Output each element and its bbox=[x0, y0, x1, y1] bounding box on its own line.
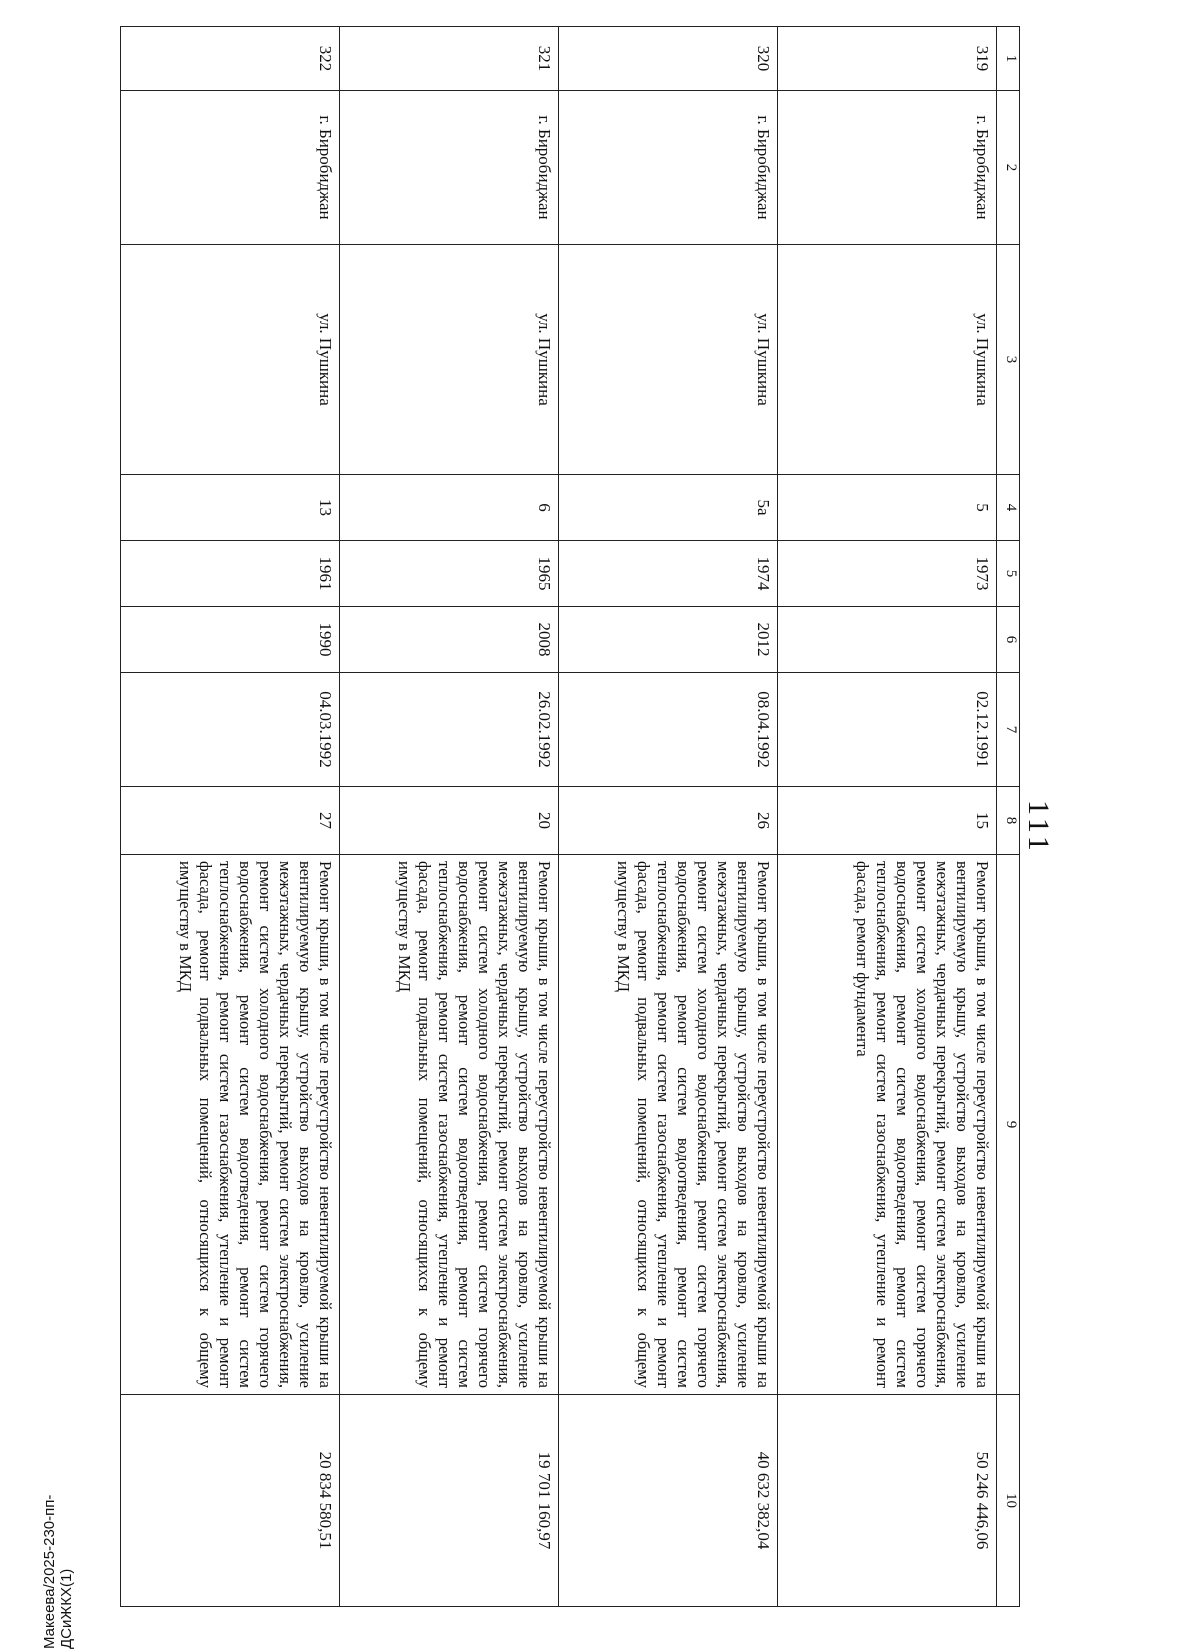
column-header: 4 bbox=[997, 475, 1020, 541]
row-number: 321 bbox=[340, 27, 559, 91]
street-cell: ул. Пушкина bbox=[778, 245, 997, 475]
works-description-cell: Ремонт крыши, в том числе переустройство невентилируемой крыши на вентилируемую крышу, устройство выходов на кровлю, усиление межэтажных, чердачных перекрытий, ремонт систем электроснабжения, ремонт систем холодного водоснабжения, ремонт систем горячего водоснабжения, ремонт систем водоотведения, ремонт систем теплоснабжения, ремонт систем газоснабжения, утепление и ремонт фасада, ремонт подвальных помещений, относящихся к общему имуществу в МКД bbox=[121, 855, 340, 1395]
works-description-cell: Ремонт крыши, в том числе переустройство невентилируемой крыши на вентилируемую крышу, устройство выходов на кровлю, усиление межэтажных, чердачных перекрытий, ремонт систем электроснабжения, ремонт систем холодного водоснабжения, ремонт систем горячего водоснабжения, ремонт систем водоотведения, ремонт систем теплоснабжения, ремонт систем газоснабжения, утепление и ремонт фасада, ремонт подвальных помещений, относящихся к общему имуществу в МКД bbox=[340, 855, 559, 1395]
year-built-cell: 1973 bbox=[778, 541, 997, 607]
cost-cell: 50 246 446,06 bbox=[778, 1395, 997, 1607]
year-repair-cell: 2012 bbox=[559, 607, 778, 673]
privatization-date-cell: 04.03.1992 bbox=[121, 673, 340, 787]
privatization-date-cell: 26.02.1992 bbox=[340, 673, 559, 787]
year-built-cell: 1965 bbox=[340, 541, 559, 607]
year-repair-cell: 2008 bbox=[340, 607, 559, 673]
year-repair-cell: 1990 bbox=[121, 607, 340, 673]
count-cell: 20 bbox=[340, 787, 559, 855]
column-header: 1 bbox=[997, 27, 1020, 91]
privatization-date-cell: 08.04.1992 bbox=[559, 673, 778, 787]
cost-cell: 20 834 580,51 bbox=[121, 1395, 340, 1607]
year-built-cell: 1961 bbox=[121, 541, 340, 607]
city-cell: г. Биробиджан bbox=[559, 91, 778, 245]
house-cell: 5 bbox=[778, 475, 997, 541]
works-description-cell: Ремонт крыши, в том числе переустройство невентилируемой крыши на вентилируемую крышу, устройство выходов на кровлю, усиление межэтажных, чердачных перекрытий, ремонт систем электроснабжения, ремонт систем холодного водоснабжения, ремонт систем горячего водоснабжения, ремонт систем водоотведения, ремонт систем теплоснабжения, ремонт систем газоснабжения, утепление и ремонт фасада, ремонт подвальных помещений, относящихся к общему имуществу в МКД bbox=[559, 855, 778, 1395]
row-number: 319 bbox=[778, 27, 997, 91]
table-row bbox=[121, 27, 340, 1607]
column-header: 2 bbox=[997, 91, 1020, 245]
column-header: 8 bbox=[997, 787, 1020, 855]
row-number: 320 bbox=[559, 27, 778, 91]
works-table bbox=[120, 26, 1020, 1607]
house-cell: 5а bbox=[559, 475, 778, 541]
document-code: Макеева/2025-230-пп-ДСиЖКХ(1) bbox=[41, 1494, 75, 1649]
year-built-cell: 1974 bbox=[559, 541, 778, 607]
count-cell: 15 bbox=[778, 787, 997, 855]
privatization-date-cell: 02.12.1991 bbox=[778, 673, 997, 787]
street-cell: ул. Пушкина bbox=[340, 245, 559, 475]
works-description-cell: Ремонт крыши, в том числе переустройство невентилируемой крыши на вентилируемую крышу, устройство выходов на кровлю, усиление межэтажных, чердачных перекрытий, ремонт систем электроснабжения, ремонт систем холодного водоснабжения, ремонт систем горячего водоснабжения, ремонт систем водоотведения, ремонт систем теплоснабжения, ремонт систем газоснабжения, утепление и ремонт фасада, ремонт фундамента bbox=[778, 855, 997, 1395]
house-cell: 6 bbox=[340, 475, 559, 541]
city-cell: г. Биробиджан bbox=[121, 91, 340, 245]
column-header: 7 bbox=[997, 673, 1020, 787]
row-number: 322 bbox=[121, 27, 340, 91]
street-cell: ул. Пушкина bbox=[121, 245, 340, 475]
table-row bbox=[559, 27, 778, 1607]
column-header: 5 bbox=[997, 541, 1020, 607]
table-row bbox=[340, 27, 559, 1607]
street-cell: ул. Пушкина bbox=[559, 245, 778, 475]
count-cell: 27 bbox=[121, 787, 340, 855]
cost-cell: 19 701 160,97 bbox=[340, 1395, 559, 1607]
city-cell: г. Биробиджан bbox=[340, 91, 559, 245]
column-header: 6 bbox=[997, 607, 1020, 673]
page-number: 111 bbox=[1022, 800, 1055, 855]
table-row bbox=[778, 27, 997, 1607]
count-cell: 26 bbox=[559, 787, 778, 855]
cost-cell: 40 632 382,04 bbox=[559, 1395, 778, 1607]
house-cell: 13 bbox=[121, 475, 340, 541]
column-header: 9 bbox=[997, 855, 1020, 1395]
column-header: 3 bbox=[997, 245, 1020, 475]
city-cell: г. Биробиджан bbox=[778, 91, 997, 245]
year-repair-cell bbox=[778, 607, 997, 673]
column-number-row bbox=[997, 27, 1020, 1607]
column-header: 10 bbox=[997, 1395, 1020, 1607]
